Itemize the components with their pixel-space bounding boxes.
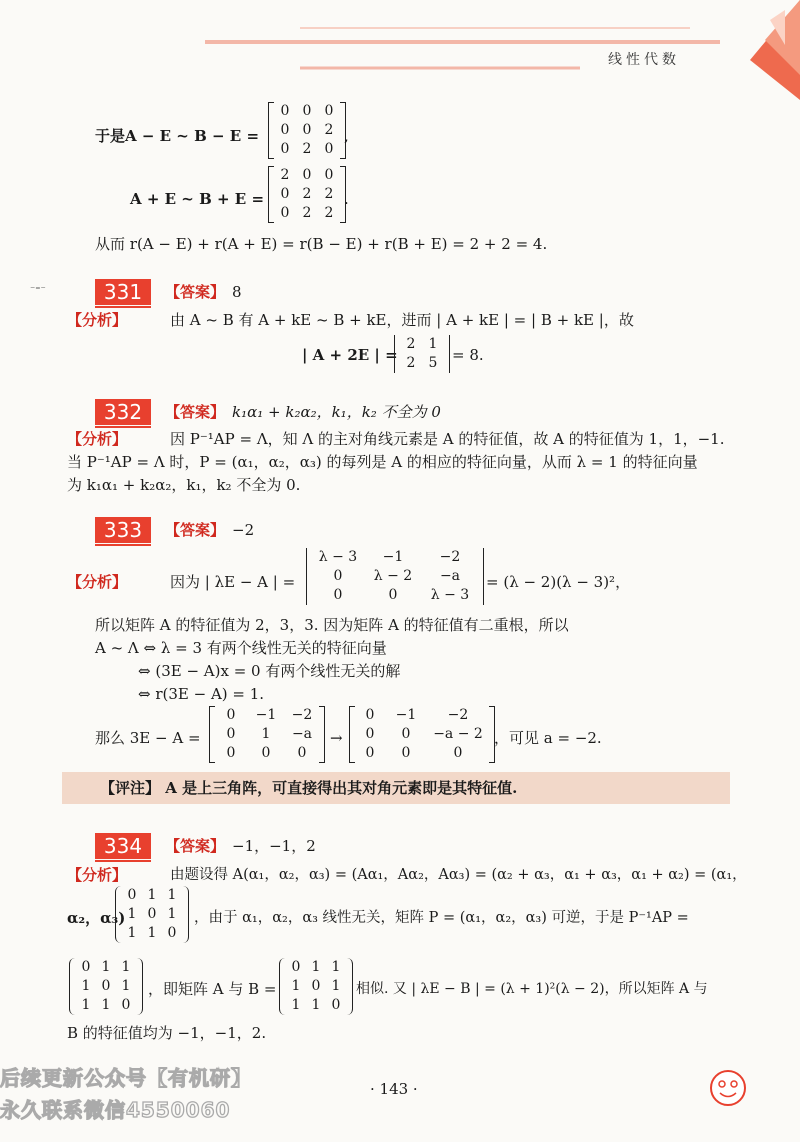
matrix-cell: 1: [331, 978, 341, 994]
matrix-cell: 1: [81, 997, 91, 1013]
answer-value: k₁α₁ + k₂α₂，k₁，k₂ 不全为 0: [232, 403, 441, 421]
intro-line1-prefix: 于是A − E ~ B − E =: [95, 127, 260, 145]
matrix-cell: 0: [291, 959, 301, 975]
answer-tag: 【答案】: [165, 521, 226, 539]
analysis-line: 为 k₁α₁ + k₂α₂，k₁，k₂ 不全为 0.: [67, 476, 301, 494]
scan-mark: ⁻⁼⁻: [30, 285, 46, 296]
analysis-line: ⇔ (3E − A)x = 0 有两个线性无关的解: [138, 662, 401, 680]
matrix-cell: 0: [167, 925, 177, 941]
matrix-cell: 1: [127, 925, 137, 941]
determinant-2x2: [400, 335, 444, 373]
note-tag: 【评注】: [100, 779, 161, 797]
matrix-cell: −2: [291, 707, 313, 723]
matrix-cell: 1: [291, 978, 301, 994]
matrix-cell: 0: [324, 141, 334, 157]
matrix-cell: 0: [324, 167, 334, 183]
matrix-334-2: [76, 958, 136, 1015]
matrix-cell: 0: [81, 959, 91, 975]
matrix-334-1: [122, 886, 182, 943]
matrix-cell: 0: [121, 997, 131, 1013]
matrix-cell: 2: [324, 186, 334, 202]
intro-line2-prefix: A + E ~ B + E =: [130, 190, 265, 208]
matrix-cell: 1: [428, 336, 438, 352]
matrix-cell: 2: [302, 186, 312, 202]
matrix-cell: 1: [331, 959, 341, 975]
analysis-line: 所以矩阵 A 的特征值为 2，3，3. 因为矩阵 A 的特征值有二重根，所以: [95, 616, 569, 634]
question-number-badge: 332: [95, 399, 151, 425]
matrix-cell: 0: [302, 167, 312, 183]
note-text: A 是上三角阵，可直接得出其对角元素即是其特征值.: [165, 779, 518, 797]
matrix-cell: 1: [81, 978, 91, 994]
matrix-cell: 0: [297, 745, 307, 761]
matrix-cell: 0: [365, 745, 375, 761]
analysis-line-suffix: 相似. 又 | λE − B | = (λ + 1)²(λ − 2)，所以矩阵 A 与: [356, 981, 708, 997]
intro-line2-suffix: .: [344, 190, 349, 208]
matrix-cell: 0: [302, 122, 312, 138]
det-prefix: 因为 | λE − A | =: [170, 573, 296, 591]
analysis-line: 由题设得 A(α₁，α₂，α₃) = (Aα₁，Aα₂，Aα₃) = (α₂ + α₃，α₁ + α₃，α₁ + α₂) = (α₁，: [170, 867, 747, 883]
matrix-cell: λ − 2: [373, 568, 413, 584]
det-suffix: = 8.: [452, 346, 484, 364]
smiley-icon: [708, 1068, 748, 1108]
matrix-cell: 0: [365, 707, 375, 723]
question-number-badge: 333: [95, 517, 151, 543]
matrix-cell: 1: [147, 925, 157, 941]
matrix-cell: 0: [324, 103, 334, 119]
analysis-line: A ~ Λ ⇔ λ = 3 有两个线性无关的特征向量: [95, 639, 387, 657]
matrix-cell: 1: [261, 726, 271, 742]
question-number-badge: 331: [95, 279, 151, 305]
intro-matrix2: [274, 166, 340, 223]
matrix-cell: −2: [439, 549, 461, 565]
answer-tag: 【答案】: [165, 283, 226, 301]
header-decoration: [0, 0, 800, 80]
matrix-cell: 1: [311, 959, 321, 975]
matrix-cell: 2: [302, 205, 312, 221]
matrix-cell: 0: [226, 726, 236, 742]
matrix-cell: 1: [167, 906, 177, 922]
matrix-cell: −1: [382, 549, 404, 565]
analysis-tag: 【分析】: [67, 311, 128, 329]
matrix-cell: 0: [280, 205, 290, 221]
matrix-cell: 0: [280, 186, 290, 202]
matrix-cell: 1: [121, 959, 131, 975]
matrix-cell: 1: [147, 887, 157, 903]
matrix-cell: 0: [101, 978, 111, 994]
question-number-badge: 334: [95, 833, 151, 859]
matrix-cell: 1: [311, 997, 321, 1013]
matrix-cell: −a: [439, 568, 461, 584]
matrix-cell: λ − 3: [430, 587, 470, 603]
arrow-icon: →: [330, 729, 343, 747]
analysis-tag: 【分析】: [67, 573, 128, 591]
answer-tag: 【答案】: [165, 837, 226, 855]
matrix-cell: −1: [395, 707, 417, 723]
matrix-cell: 0: [365, 726, 375, 742]
matrix-row-reduced: [355, 706, 489, 763]
intro-matrix1: [274, 102, 340, 159]
answer-value: 8: [232, 283, 242, 301]
matrix-cell: λ − 3: [318, 549, 358, 565]
determinant-3x3: [312, 548, 478, 605]
det-prefix: | A + 2E | =: [302, 346, 398, 364]
matrix-cell: 1: [101, 959, 111, 975]
matrix-cell: 2: [302, 141, 312, 157]
matrix-cell: 0: [302, 103, 312, 119]
header-title: 线性代数: [608, 52, 680, 68]
matrix-cell: −a: [291, 726, 313, 742]
matrix-cell: 0: [280, 141, 290, 157]
matrix-cell: 2: [406, 336, 416, 352]
answer-value: −2: [232, 521, 255, 539]
matrix-3e-minus-a: [215, 706, 319, 763]
answer-tag: 【答案】: [165, 403, 226, 421]
matrix-cell: 0: [401, 726, 411, 742]
matrix-cell: 1: [167, 887, 177, 903]
intro-line3: 从而 r(A − E) + r(A + E) = r(B − E) + r(B + E) = 2 + 2 = 4.: [95, 235, 548, 253]
matrix-cell: 0: [261, 745, 271, 761]
note-line: [100, 777, 517, 798]
analysis-line: 由 A ~ B 有 A + kE ~ B + kE，进而 | A + kE | = | B + kE |，故: [170, 311, 634, 329]
matrix-cell: 0: [331, 997, 341, 1013]
analysis-line: ⇔ r(3E − A) = 1.: [138, 685, 265, 703]
matrix-cell: 1: [121, 978, 131, 994]
intro-line1-suffix: ,: [344, 127, 349, 145]
matrix-cell: 1: [101, 997, 111, 1013]
matrix-cell: 1: [127, 906, 137, 922]
matrix-cell: −2: [447, 707, 469, 723]
det-suffix: = (λ − 2)(λ − 3)²，: [486, 573, 631, 591]
analysis-line: 因 P⁻¹AP = Λ，知 Λ 的主对角线元素是 A 的特征值，故 A 的特征值为 1，1，−1.: [170, 430, 725, 448]
matrix-cell: 2: [280, 167, 290, 183]
matrix-cell: 0: [311, 978, 321, 994]
matrix-cell: 0: [226, 745, 236, 761]
matrix-cell: 0: [453, 745, 463, 761]
analysis-tag: 【分析】: [67, 430, 128, 448]
matrix-cell: 2: [406, 355, 416, 371]
matrix-cell: 0: [333, 587, 343, 603]
watermark-line1: 后续更新公众号【有机研】: [0, 1066, 252, 1090]
matrix-cell: 0: [127, 887, 137, 903]
matrix-cell: −a − 2: [433, 726, 483, 742]
matrix-cell: 0: [388, 587, 398, 603]
page-number: · 143 ·: [370, 1080, 418, 1098]
analysis-line: B 的特征值均为 −1，−1，2.: [67, 1024, 267, 1042]
matrix-334-3: [286, 958, 346, 1015]
matrix-cell: −1: [255, 707, 277, 723]
analysis-line-mid: ，即矩阵 A 与 B =: [148, 980, 277, 998]
answer-value: −1，−1，2: [232, 837, 316, 855]
analysis-line: 当 P⁻¹AP = Λ 时，P = (α₁，α₂，α₃) 的每列是 A 的相应的特征向量，从而 λ = 1 的特征向量: [67, 453, 698, 471]
analysis-line-prefix: α₂，α₃): [67, 909, 126, 927]
matrix-cell: 2: [324, 122, 334, 138]
analysis-line-prefix: 那么 3E − A =: [95, 729, 201, 747]
matrix-cell: 0: [401, 745, 411, 761]
matrix-cell: 0: [333, 568, 343, 584]
analysis-tag: 【分析】: [67, 866, 128, 884]
matrix-cell: 2: [324, 205, 334, 221]
matrix-cell: 5: [428, 355, 438, 371]
matrix-cell: 1: [291, 997, 301, 1013]
watermark-line2: 永久联系微信4550060: [0, 1098, 231, 1122]
matrix-cell: 0: [280, 122, 290, 138]
matrix-cell: 0: [280, 103, 290, 119]
analysis-line-suffix: ，可见 a = −2.: [494, 729, 602, 747]
matrix-cell: 0: [226, 707, 236, 723]
matrix-cell: 0: [147, 906, 157, 922]
analysis-line-suffix: ，由于 α₁，α₂，α₃ 线性无关，矩阵 P = (α₁，α₂，α₃) 可逆，于是 P⁻¹AP =: [194, 910, 689, 926]
corner-arrow-icon: [730, 0, 800, 100]
